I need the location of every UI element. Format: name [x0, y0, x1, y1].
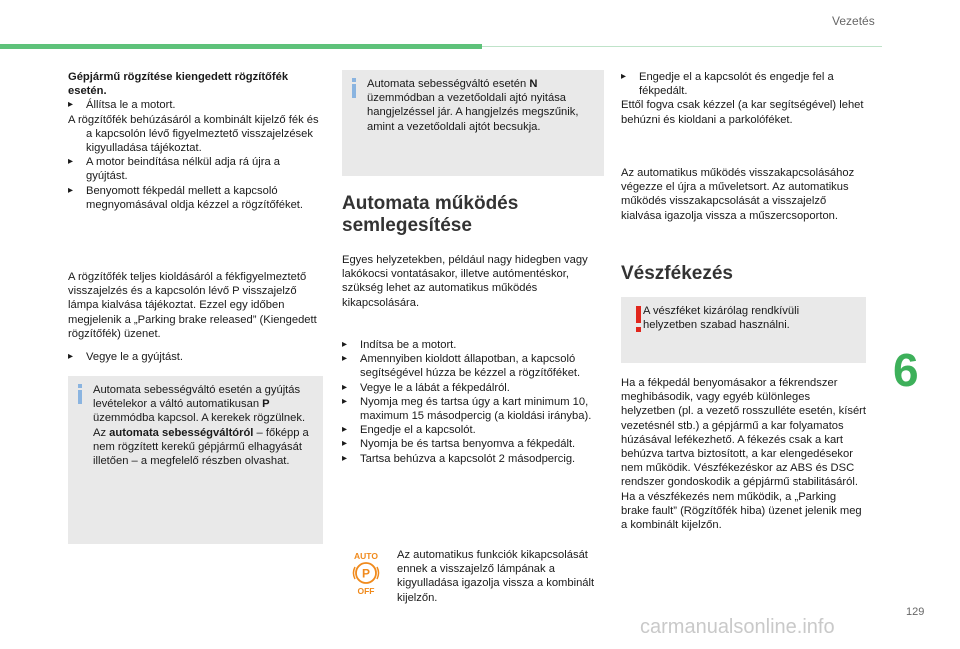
col1-item-4: ▸ Vegye le a gyújtást.	[68, 351, 184, 363]
info-icon	[351, 78, 357, 98]
col3-para-1: Ettől fogva csak kézzel (a kar segítségével) lehet behúzni és kioldani a parkolóféket.	[621, 99, 864, 126]
heading-emergency: Vészfékezés	[621, 263, 733, 284]
bullet-icon: ▸	[342, 339, 348, 350]
step-item: ▸ Indítsa be a motort.	[342, 339, 457, 351]
col2-intro-wrap	[342, 253, 604, 310]
col3-top	[621, 70, 866, 127]
mode-n-label: N	[529, 78, 538, 90]
bullet-icon: ▸	[342, 381, 348, 393]
step-item: ▸ Engedje el a kapcsolót.	[342, 424, 476, 437]
bullet-icon: ▸	[342, 452, 348, 464]
icon-off-text: OFF	[357, 586, 375, 596]
info-box-transmission: Automata sebességváltó esetén a gyújtás levételekor a váltó automatikusan P üzemmódba kapcsol. A kerekek rögzülnek. Az automata sebességváltóról – főképp a nem rögzített kerekű gépjármű elhagyását illetően – a megfelelő részben olvashat.	[68, 376, 323, 544]
auto-p-off-icon	[350, 550, 382, 596]
chapter-number: 6	[893, 344, 919, 396]
bullet-icon: ▸	[342, 395, 348, 407]
step-item: ▸ Amennyiben kioldott állapotban, a kapcsoló segítségével húzza be kézzel a rögzítőféket.	[342, 353, 581, 380]
icon-note-wrap	[397, 548, 597, 605]
col1-title: Gépjármű rögzítése kiengedett rögzítőfék esetén.	[68, 71, 289, 98]
step-item: ▸ Vegye le a lábát a fékpedálról.	[342, 381, 510, 394]
icon-auto-text: AUTO	[354, 551, 378, 561]
heading-auto-line1: Automata működés	[342, 193, 519, 214]
warning-text: A vészféket kizárólag rendkívüli helyzetben szabad használni.	[643, 305, 800, 332]
warning-box	[621, 297, 866, 363]
col1-item-3: ▸ Benyomott fékpedál mellett a kapcsoló megnyomásával oldja kézzel a rögzítőféket.	[68, 184, 304, 211]
info-box-n-mode: Automata sebességváltó esetén N üzemmódban a vezetőoldali ajtó nyitása hangjelzéssel jár. A hangjelzés megszűnik, amint a vezetőoldali ajtót becsukja.	[342, 70, 604, 176]
bullet-icon: ▸	[68, 184, 74, 196]
col1-para-2: A rögzítőfék teljes kioldásáról a fékfigyelmeztető visszajelzés és a kapcsolón lévő P visszajelző lámpa kialvása tájékoztat. Ezzel egy időben megjelenik a „Parking brake released” (Kiengedett rögzítőfék) üzenet.	[68, 271, 317, 340]
col2-steps	[342, 338, 604, 466]
icon-note: Az automatikus funkciók kikapcsolását ennek a visszajelző lámpának a kigyulladása igazolja vissza a kombinált kijelzőn.	[397, 549, 595, 604]
bullet-icon: ▸	[342, 353, 348, 365]
mode-p-label: P	[262, 398, 270, 411]
col1-item-1: ▸ Állítsa le a motort.	[68, 99, 176, 112]
col2-intro: Egyes helyzetekben, például nagy hidegben vagy lakókocsi vontatásakor, illetve autómentéskor, szükség lehet az automatikus működés kikapcsolására.	[342, 254, 588, 309]
step-item: ▸ Nyomja meg és tartsa úgy a kart minimum 10, maximum 15 másodpercig (a kioldási irányba).	[342, 395, 592, 423]
col3-item-1: ▸ Engedje el a kapcsolót és engedje fel a fékpedált.	[621, 71, 834, 98]
section-header: Vezetés	[832, 14, 875, 28]
bullet-icon: ▸	[342, 438, 348, 450]
heading-auto-line2: semlegesítése	[342, 215, 472, 236]
col3-para-2: Az automatikus működés visszakapcsolásához végezze el újra a műveletsort. Az automatikus működés visszakapcsolását a visszajelző kialvása igazolja vissza a műszercsoporton.	[621, 167, 855, 222]
col3-para-3-wrap	[621, 376, 866, 532]
col3-heading-wrap	[621, 263, 866, 285]
col1-item-4-wrap	[68, 350, 323, 364]
info-icon	[77, 384, 83, 404]
col2-heading	[342, 193, 604, 237]
top-accent-bar	[0, 44, 482, 49]
warning-icon	[636, 306, 642, 332]
step-item: ▸ Tartsa behúzva a kapcsolót 2 másodpercig.	[342, 452, 576, 465]
top-accent-line	[482, 46, 882, 47]
icon-p-text: P	[361, 566, 371, 581]
bullet-icon: ▸	[68, 351, 74, 362]
page-number: 129	[906, 606, 925, 618]
col3-para-2-wrap	[621, 166, 866, 223]
column-1	[68, 70, 323, 212]
col1-para-2-wrap	[68, 270, 323, 341]
bullet-icon: ▸	[621, 71, 627, 82]
icon-left-arc	[354, 567, 355, 579]
col1-para-1: A rögzítőfék behúzásáról a kombinált kijelző fék és a kapcsolón lévő figyelmeztető visszajelzések kigyulladása tájékoztat.	[68, 113, 319, 155]
bullet-icon: ▸	[68, 156, 74, 168]
bullet-icon: ▸	[68, 99, 74, 111]
bullet-icon: ▸	[342, 424, 348, 436]
col1-item-2: ▸ A motor beindítása nélkül adja rá újra a gyújtást.	[68, 156, 281, 183]
step-item: ▸ Nyomja be és tartsa benyomva a fékpedált.	[342, 438, 576, 451]
col3-para-3: Ha a fékpedál benyomásakor a fékrendszer meghibásodik, vagy egyéb különleges helyzetben (pl. a vezető rosszulléte esetén, kísért vezetésnél stb.) a gépjármű a kar folyamatos húzásával lefékezhető. A fékezés csak a kart behúzva tartva biztosított, a kar elengedésekor nem működik. Vészfékezéskor az ABS és DSC rendszer gondoskodik a gépjármű stabilitásáról. Ha a vészfékezés nem működik, a „Parking brake fault” (Rögzítőfék hiba) üzenet jelenik meg a kombinált kijelzőn.	[621, 377, 867, 532]
watermark: carmanualsonline.info	[640, 616, 835, 638]
icon-right-arc	[377, 567, 378, 579]
